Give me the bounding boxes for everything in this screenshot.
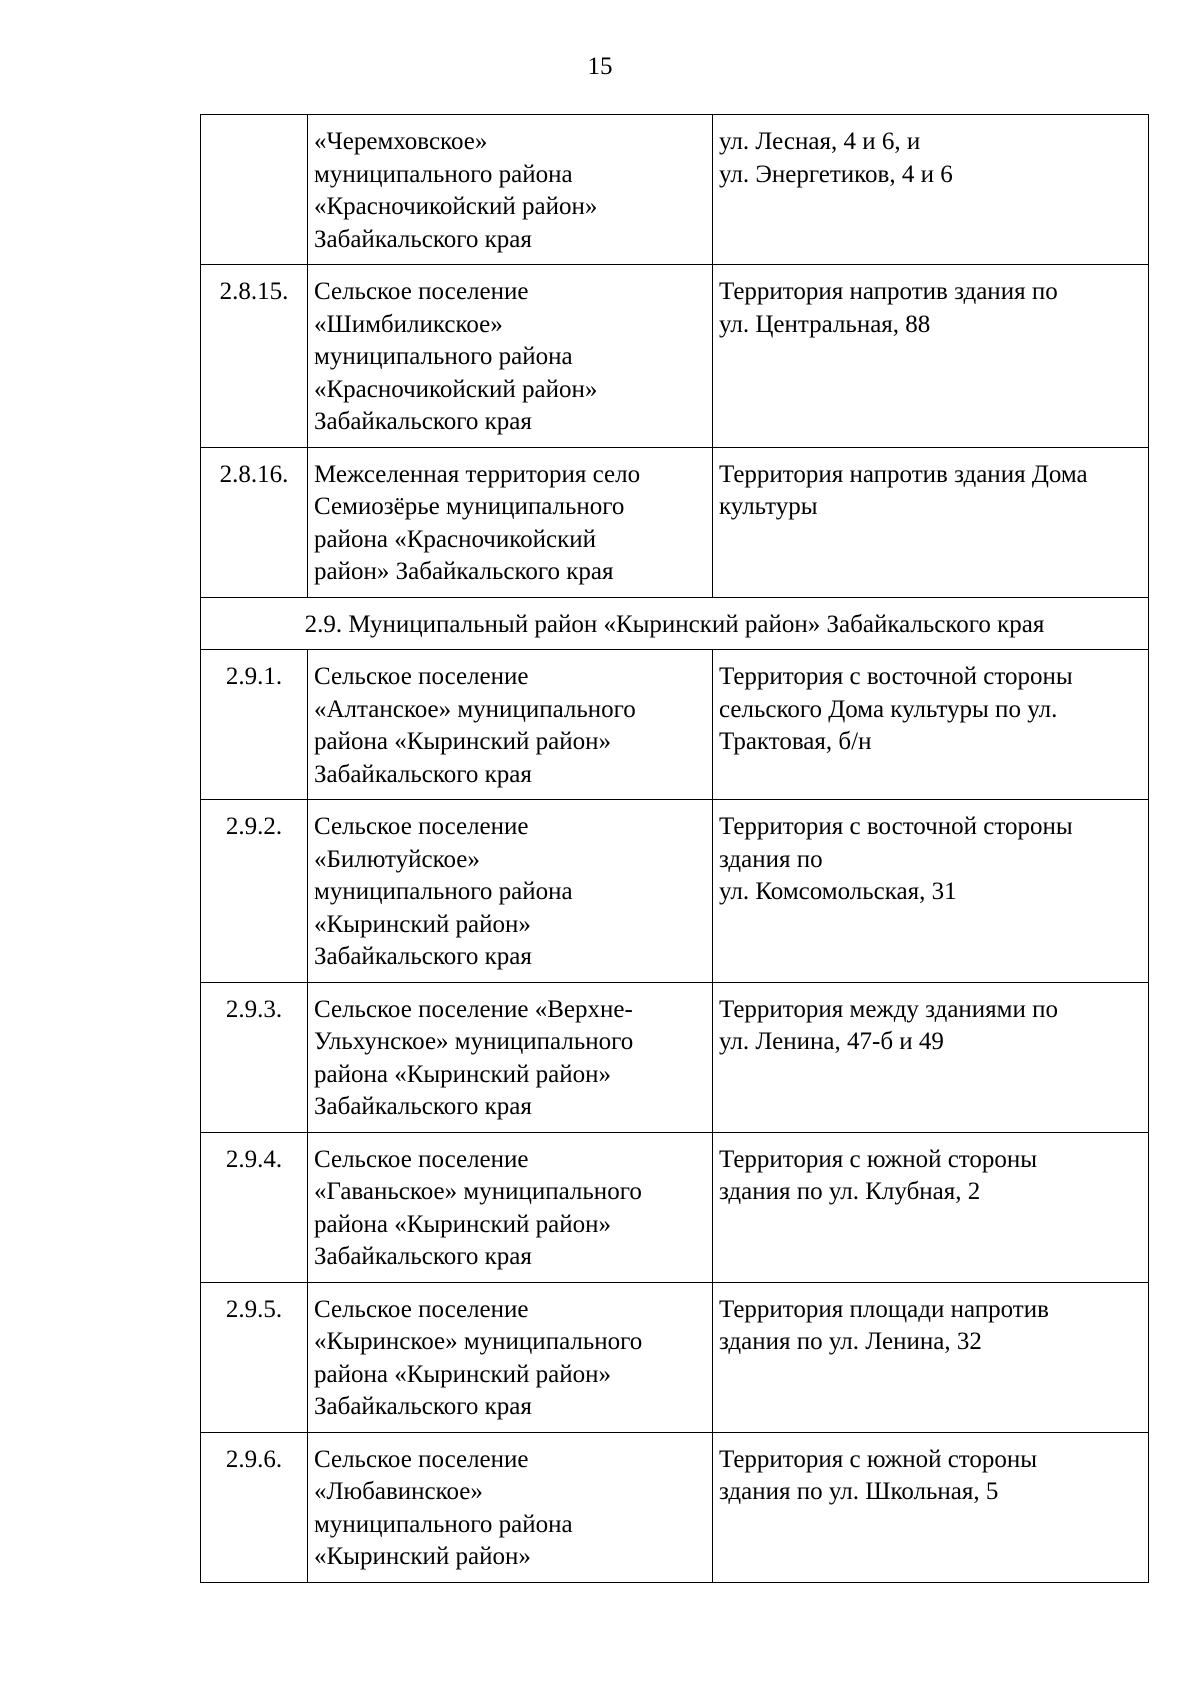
settlement-name-text: Сельское поселение «Любавинское» муниципального района «Кыринский район» xyxy=(314,1445,573,1570)
location-description xyxy=(713,650,1149,800)
row-number: 2.9.1. xyxy=(201,650,308,800)
location-description-text: Территория между зданиями по ул. Ленина, 47-б и 49 xyxy=(719,995,1059,1055)
settlement-name xyxy=(308,982,713,1132)
section-header-row xyxy=(201,597,1149,650)
location-description-text: Территория с восточной стороны здания по ул. Комсомольская, 31 xyxy=(719,813,1073,905)
row-number: 2.9.3. xyxy=(201,982,308,1132)
settlement-name-text: Сельское поселение «Гаваньское» муниципального района «Кыринский район» Забайкальского края xyxy=(314,1145,642,1270)
location-description-text: ул. Лесная, 4 и 6, и ул. Энергетиков, 4 и 6 xyxy=(719,128,953,188)
section-title: 2.9. Муниципальный район «Кыринский район» Забайкальского края xyxy=(201,597,1149,650)
location-description-text: Территория с восточной стороны сельского Дома культуры по ул. Трактовая, б/н xyxy=(719,663,1073,755)
settlement-name xyxy=(308,650,713,800)
settlement-name-text: Сельское поселение «Кыринское» муниципального района «Кыринский район» Забайкальского края xyxy=(314,1295,643,1420)
location-description xyxy=(713,982,1149,1132)
location-description-text: Территория с южной стороны здания по ул. Клубная, 2 xyxy=(719,1145,1038,1205)
location-description xyxy=(713,800,1149,983)
locations-table xyxy=(200,114,1149,1583)
settlement-name xyxy=(308,1132,713,1282)
settlement-name-text: Межселенная территория село Семиозёрье муниципального района «Красночикойский район» Забайкальского края xyxy=(314,460,641,585)
table-row xyxy=(201,982,1149,1132)
row-number: 2.9.2. xyxy=(201,800,308,983)
location-description xyxy=(713,1432,1149,1582)
location-description xyxy=(713,265,1149,448)
row-number: 2.8.16. xyxy=(201,447,308,597)
settlement-name xyxy=(308,1282,713,1432)
table-row xyxy=(201,265,1149,448)
settlement-name xyxy=(308,800,713,983)
settlement-name-text: Сельское поселение «Билютуйское» муниципального района «Кыринский район» Забайкальского края xyxy=(314,813,573,970)
settlement-name-text: Сельское поселение «Верхне- Ульхунское» муниципального района «Кыринский район» Забайкальского края xyxy=(314,995,634,1120)
settlement-name-text: Сельское поселение «Алтанское» муниципального района «Кыринский район» Забайкальского края xyxy=(314,663,636,788)
location-description xyxy=(713,447,1149,597)
settlement-name xyxy=(308,115,713,265)
row-number: 2.9.6. xyxy=(201,1432,308,1582)
location-description xyxy=(713,115,1149,265)
location-description-text: Территория напротив здания по ул. Центральная, 88 xyxy=(719,278,1058,338)
row-number: 2.9.4. xyxy=(201,1132,308,1282)
settlement-name xyxy=(308,447,713,597)
row-number xyxy=(201,115,308,265)
location-description xyxy=(713,1132,1149,1282)
location-description-text: Территория площади напротив здания по ул. Ленина, 32 xyxy=(719,1295,1049,1355)
settlement-name-text: Сельское поселение «Шимбиликское» муниципального района «Красночикойский район» Забайкальского края xyxy=(314,278,598,435)
row-number: 2.9.5. xyxy=(201,1282,308,1432)
table-row xyxy=(201,115,1149,265)
table-row xyxy=(201,1132,1149,1282)
settlement-name xyxy=(308,265,713,448)
settlement-name-text: «Черемховское» муниципального района «Красночикойский район» Забайкальского края xyxy=(314,128,598,253)
location-description-text: Территория напротив здания Дома культуры xyxy=(719,460,1088,520)
location-description xyxy=(713,1282,1149,1432)
location-description-text: Территория с южной стороны здания по ул. Школьная, 5 xyxy=(719,1445,1038,1505)
table-row xyxy=(201,1282,1149,1432)
page-number: 15 xyxy=(587,53,613,80)
table-row xyxy=(201,1432,1149,1582)
row-number: 2.8.15. xyxy=(201,265,308,448)
settlement-name xyxy=(308,1432,713,1582)
table-row xyxy=(201,650,1149,800)
table-row xyxy=(201,447,1149,597)
table-row xyxy=(201,800,1149,983)
